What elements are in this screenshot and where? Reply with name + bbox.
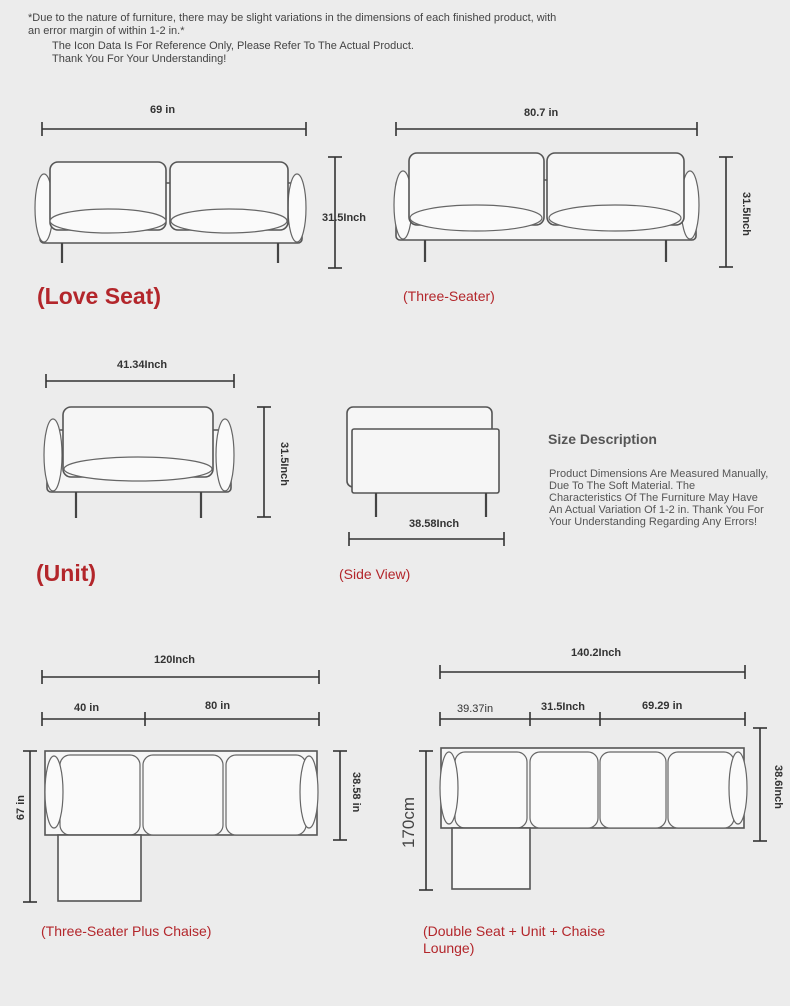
three-seater-chaise-length: 67 in <box>15 795 27 821</box>
unit-width: 41.34Inch <box>117 359 168 371</box>
notice-line-1: *Due to the nature of furniture, there may be slight variations in the dimensions of each finished product, with <box>28 12 557 24</box>
love-seat-caption: (Love Seat) <box>37 283 161 309</box>
side-view-caption: (Side View) <box>339 566 411 582</box>
three-seater-height: 31.5Inch <box>740 192 752 237</box>
double-unit-chaise-length: 170cm <box>399 797 418 849</box>
love-seat-height: 31.5Inch <box>322 212 367 224</box>
three-seater-chaise-drawing <box>23 670 347 902</box>
double-unit-chaise-part2: 31.5Inch <box>541 701 586 713</box>
love-seat-drawing <box>35 122 342 268</box>
three-seater-chaise-depth: 38.58 in <box>350 772 362 813</box>
double-unit-chaise-part3: 69.29 in <box>642 700 683 712</box>
unit-caption: (Unit) <box>36 560 97 586</box>
three-seater-drawing <box>394 122 733 267</box>
size-description-body: Product Dimensions Are Measured Manually, Due To The Soft Material. The Characteristics Of The Furniture May Have An Actual Variation Of 1-2 in. Thank You For Your Understanding Regarding Any Errors! <box>549 468 769 528</box>
three-seater-chaise-part2: 80 in <box>205 700 231 712</box>
three-seater-caption: (Three-Seater) <box>403 288 495 304</box>
double-unit-chaise-drawing <box>419 665 767 890</box>
double-unit-chaise-caption: (Double Seat + Unit + Chaise Lounge) <box>423 923 606 956</box>
double-unit-chaise-depth: 38.6Inch <box>772 765 784 810</box>
love-seat-width: 69 in <box>150 104 176 116</box>
three-seater-width: 80.7 in <box>524 107 559 119</box>
notice-line-3: The Icon Data Is For Reference Only, Please Refer To The Actual Product. <box>52 40 414 52</box>
unit-height: 31.5Inch <box>278 442 290 487</box>
side-view-depth: 38.58Inch <box>409 518 460 530</box>
double-unit-chaise-total: 140.2Inch <box>571 647 622 659</box>
three-seater-chaise-part1: 40 in <box>74 702 100 714</box>
double-unit-chaise-part1: 39.37in <box>457 703 494 715</box>
size-description-title: Size Description <box>548 431 657 447</box>
notice-line-2: an error margin of within 1-2 in.* <box>28 25 185 37</box>
three-seater-chaise-total: 120Inch <box>154 654 195 666</box>
three-seater-chaise-caption: (Three-Seater Plus Chaise) <box>41 923 212 939</box>
unit-drawing <box>44 374 271 518</box>
notice-line-4: Thank You For Your Understanding! <box>52 53 227 65</box>
